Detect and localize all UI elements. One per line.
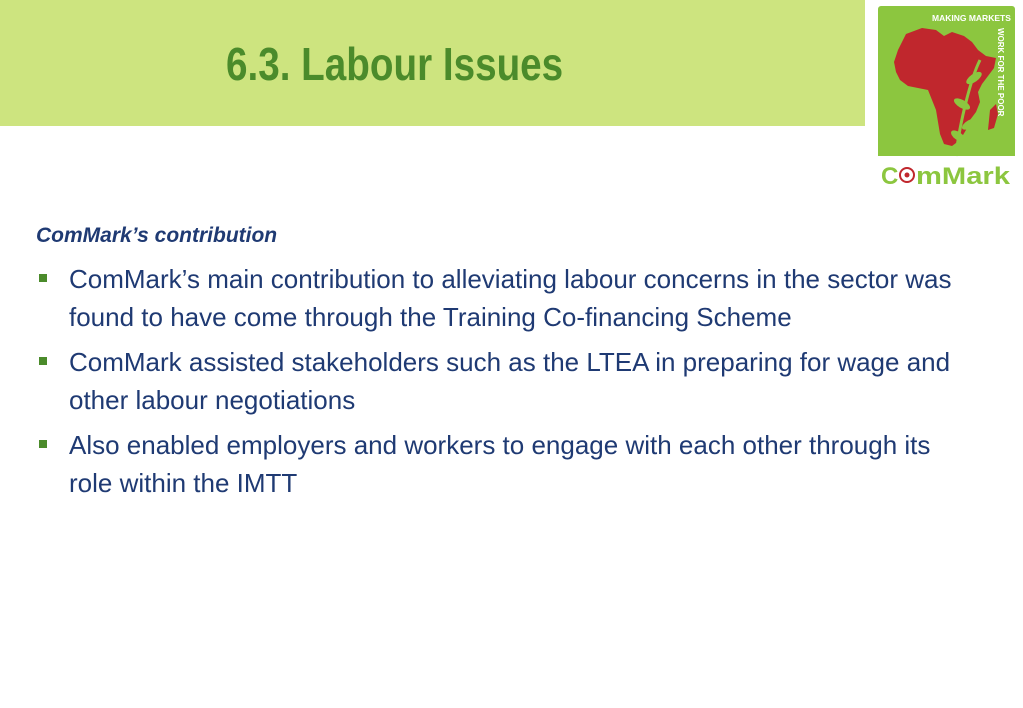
title-band: [0, 0, 865, 126]
bullet-item: [36, 343, 971, 419]
bullet-text: ComMark’s main contribution to alleviating labour concerns in the sector was found to have come through the Training Co-financing Scheme: [69, 264, 952, 332]
logo-brand-suffix: mMark: [916, 163, 1011, 190]
bullet-text: ComMark assisted stakeholders such as the LTEA in preparing for wage and other labour negotiations: [69, 347, 951, 415]
bullet-item: [36, 426, 971, 502]
section-heading: ComMark’s contribution: [36, 224, 278, 247]
bullet-list: [36, 260, 971, 509]
logo-brand-c: C: [881, 163, 899, 190]
bullet-text: Also enabled employers and workers to engage with each other through its role within the IMTT: [69, 430, 931, 498]
square-bullet-icon: [39, 440, 47, 448]
slide-title: 6.3. Labour Issues: [226, 38, 564, 90]
africa-map-icon: [894, 28, 996, 146]
logo-tagline-side: WORK FOR THE POOR: [996, 28, 1005, 117]
cotton-boll-center: [905, 173, 910, 178]
logo-graphic: [878, 6, 1015, 190]
logo-tagline-top: MAKING MARKETS: [932, 13, 1011, 23]
square-bullet-icon: [39, 357, 47, 365]
bullet-item: [36, 260, 971, 336]
commark-logo: [878, 6, 1015, 190]
square-bullet-icon: [39, 274, 47, 282]
